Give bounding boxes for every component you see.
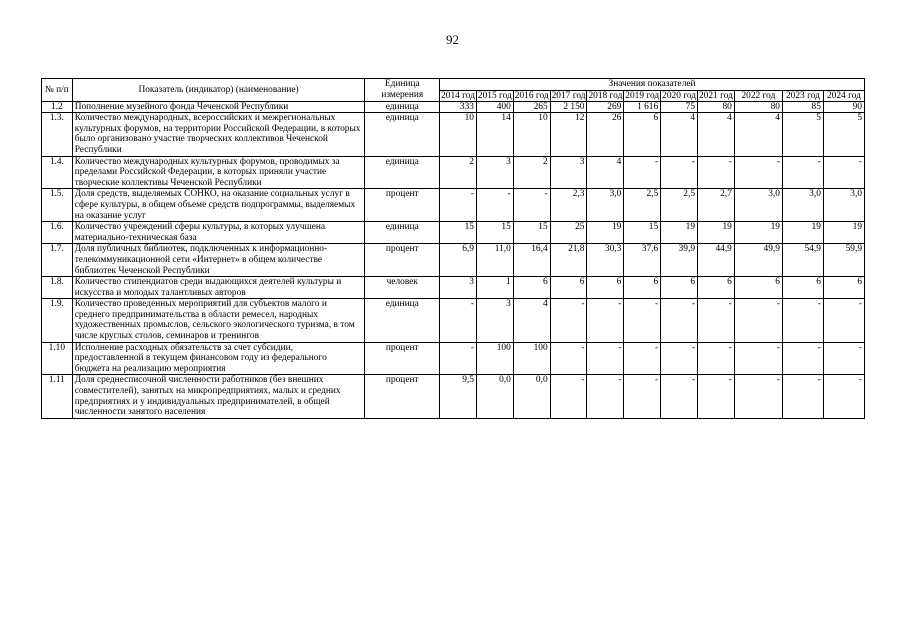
indicator-value: - (587, 299, 624, 342)
header-values-group: Значения показателей (440, 79, 865, 91)
indicator-value: 4 (513, 299, 550, 342)
indicator-value: - (661, 156, 698, 189)
indicator-value: 6 (587, 277, 624, 299)
row-number: 1.4. (42, 156, 73, 189)
indicator-value: 14 (476, 113, 513, 156)
indicator-value: 400 (476, 101, 513, 113)
indicator-value: 333 (440, 101, 477, 113)
indicator-value: 5 (823, 113, 864, 156)
indicator-value: 3 (476, 156, 513, 189)
indicator-value: - (624, 156, 661, 189)
indicator-value: - (587, 375, 624, 418)
indicator-value: - (624, 342, 661, 375)
indicator-value: - (782, 299, 823, 342)
indicator-name: Пополнение музейного фонда Чеченской Республики (72, 101, 365, 113)
header-num: № п/п (42, 79, 73, 102)
indicator-name: Количество учреждений сферы культуры, в которых улучшена материально-техническая база (72, 222, 365, 244)
indicator-value: 54,9 (782, 244, 823, 277)
unit-of-measure: процент (365, 189, 440, 222)
indicator-value: 6 (698, 277, 735, 299)
header-year: 2024 год (823, 90, 864, 101)
page-number: 92 (446, 32, 459, 47)
indicator-value: 15 (476, 222, 513, 244)
header-year: 2014 год (441, 90, 475, 101)
indicator-name: Исполнение расходных обязательств за счет субсидии, предоставленной в текущем финансовом году из федерального бюджета на реализацию мероприятия (72, 342, 365, 375)
indicator-value: 2 (513, 156, 550, 189)
indicator-value: 2 150 (550, 101, 587, 113)
indicator-value: 80 (734, 101, 782, 113)
indicator-value: - (440, 189, 477, 222)
indicator-value: 15 (440, 222, 477, 244)
indicator-value: 6 (624, 113, 661, 156)
indicator-name: Количество стипендиатов среди выдающихся деятелей культуры и искусства и молодых талантливых авторов (72, 277, 365, 299)
indicator-value: 10 (513, 113, 550, 156)
indicator-value: 2,3 (550, 189, 587, 222)
indicator-value: 25 (550, 222, 587, 244)
indicator-name: Доля средств, выделяемых СОНКО, на оказание социальных услуг в сфере культуры, в общем объеме средств подпрограммы, выделяемых на оказание услуг (72, 189, 365, 222)
indicator-value: 3 (440, 277, 477, 299)
indicator-value: - (440, 299, 477, 342)
table-body (42, 101, 865, 418)
indicator-value: 3,0 (823, 189, 864, 222)
indicator-value: 49,9 (734, 244, 782, 277)
header-year: 2023 год (782, 90, 823, 101)
indicator-value: 5 (782, 113, 823, 156)
indicator-name: Доля публичных библиотек, подключенных к информационно-телекоммуникационной сети «Интернет» в общем количестве библиотек Чеченской Республики (72, 244, 365, 277)
indicator-value: 11,0 (476, 244, 513, 277)
row-number: 1.3. (42, 113, 73, 156)
indicator-value: 269 (587, 101, 624, 113)
indicator-value: 4 (698, 113, 735, 156)
indicator-value: - (624, 299, 661, 342)
indicator-value: - (513, 189, 550, 222)
indicator-value: 2,7 (698, 189, 735, 222)
indicator-value: 4 (734, 113, 782, 156)
header-year: 2017 год (551, 90, 586, 101)
header-year: 2015 год (477, 90, 512, 101)
indicator-value: - (734, 299, 782, 342)
table-header (42, 79, 865, 102)
indicator-value: 3,0 (734, 189, 782, 222)
header-year: 2019 год (625, 90, 660, 101)
indicator-value: 6 (513, 277, 550, 299)
indicator-value: - (734, 156, 782, 189)
indicator-value: - (550, 342, 587, 375)
indicator-value: 39,9 (661, 244, 698, 277)
header-year: 2018 год (588, 90, 623, 101)
row-number: 1.7. (42, 244, 73, 277)
indicator-value: 59,9 (823, 244, 864, 277)
table-row (42, 342, 865, 375)
row-number: 1.2 (42, 101, 73, 113)
indicator-value: - (823, 342, 864, 375)
unit-of-measure: процент (365, 342, 440, 375)
indicator-value: 19 (587, 222, 624, 244)
table-row (42, 189, 865, 222)
indicator-value: 19 (782, 222, 823, 244)
unit-of-measure: единица (365, 299, 440, 342)
table-row (42, 101, 865, 113)
indicator-value: 90 (823, 101, 864, 113)
indicator-value: 19 (823, 222, 864, 244)
unit-of-measure: единица (365, 101, 440, 113)
indicator-name: Количество международных культурных форумов, проводимых за пределами Российской Федерации, в которых приняли участие творческие коллективы Чеченской Республики (72, 156, 365, 189)
indicator-value: 44,9 (698, 244, 735, 277)
indicator-name: Количество международных, всероссийских и межрегиональных культурных форумов, на территории Российской Федерации, в которых было организовано участие творческих коллективов Чеченской Республики (72, 113, 365, 156)
indicator-value: 6 (624, 277, 661, 299)
indicator-value: 1 (476, 277, 513, 299)
table-row (42, 156, 865, 189)
indicator-value: - (698, 156, 735, 189)
indicator-value: 9,5 (440, 375, 477, 418)
indicator-value: 100 (513, 342, 550, 375)
indicator-value: - (661, 299, 698, 342)
indicator-value: - (550, 299, 587, 342)
indicator-value: 15 (624, 222, 661, 244)
indicator-value: - (823, 375, 864, 418)
indicator-value: - (734, 375, 782, 418)
indicator-value: - (823, 299, 864, 342)
row-number: 1.8. (42, 277, 73, 299)
row-number: 1.11 (42, 375, 73, 418)
indicator-value: - (782, 375, 823, 418)
unit-of-measure: единица (365, 222, 440, 244)
indicator-value: - (698, 299, 735, 342)
indicator-value: 3,0 (782, 189, 823, 222)
indicator-value: - (476, 189, 513, 222)
indicators-table (41, 78, 865, 419)
table-row (42, 244, 865, 277)
unit-of-measure: процент (365, 375, 440, 418)
indicator-value: 3 (550, 156, 587, 189)
indicator-value: 6 (550, 277, 587, 299)
table-row (42, 222, 865, 244)
indicator-value: - (624, 375, 661, 418)
indicator-value: 2 (440, 156, 477, 189)
indicator-value: - (734, 342, 782, 375)
header-year: 2021 год (698, 90, 733, 101)
indicator-value: 3 (476, 299, 513, 342)
unit-of-measure: процент (365, 244, 440, 277)
table-row (42, 299, 865, 342)
indicator-value: 6 (734, 277, 782, 299)
unit-of-measure: единица (365, 156, 440, 189)
indicator-value: 100 (476, 342, 513, 375)
indicator-value: - (661, 342, 698, 375)
indicator-value: 1 616 (624, 101, 661, 113)
indicator-value: 2,5 (624, 189, 661, 222)
indicator-value: 80 (698, 101, 735, 113)
indicator-value: 26 (587, 113, 624, 156)
indicator-value: 6,9 (440, 244, 477, 277)
indicator-value: - (440, 342, 477, 375)
indicator-value: 19 (698, 222, 735, 244)
indicator-value: 0,0 (513, 375, 550, 418)
indicator-value: 21,8 (550, 244, 587, 277)
row-number: 1.10 (42, 342, 73, 375)
indicator-value: - (782, 156, 823, 189)
indicator-value: 6 (661, 277, 698, 299)
indicator-value: 4 (661, 113, 698, 156)
unit-of-measure: человек (365, 277, 440, 299)
indicator-value: 12 (550, 113, 587, 156)
indicator-value: 2,5 (661, 189, 698, 222)
indicator-value: - (782, 342, 823, 375)
row-number: 1.6. (42, 222, 73, 244)
unit-of-measure: единица (365, 113, 440, 156)
row-number: 1.9. (42, 299, 73, 342)
header-year: 2022 год (734, 90, 782, 101)
indicator-value: 19 (661, 222, 698, 244)
indicator-value: 30,3 (587, 244, 624, 277)
indicator-value: 10 (440, 113, 477, 156)
indicator-value: 3,0 (587, 189, 624, 222)
indicator-value: 6 (782, 277, 823, 299)
row-number: 1.5. (42, 189, 73, 222)
indicator-value: - (661, 375, 698, 418)
indicator-value: 6 (823, 277, 864, 299)
header-year: 2020 год (662, 90, 697, 101)
indicator-value: 265 (513, 101, 550, 113)
indicator-value: 85 (782, 101, 823, 113)
indicator-value: 37,6 (624, 244, 661, 277)
indicator-name: Доля среднесписочной численности работников (без внешних совместителей), занятых на микропредприятиях, малых и средних предприятиях и у индивидуальных предпринимателей, в общей численности занятого населения (72, 375, 365, 418)
indicator-value: 16,4 (513, 244, 550, 277)
indicator-value: 15 (513, 222, 550, 244)
indicator-name: Количество проведенных мероприятий для субъектов малого и среднего предпринимательства в области ремесел, народных художественных промыслов, сельского экологического туризма, в том числе круглых столов, семинаров и тренингов (72, 299, 365, 342)
header-indicator: Показатель (индикатор) (наименование) (72, 79, 365, 102)
indicator-value: - (698, 342, 735, 375)
table-row (42, 277, 865, 299)
indicator-value: 4 (587, 156, 624, 189)
header-year: 2016 год (514, 90, 549, 101)
table-row (42, 375, 865, 418)
indicator-value: - (698, 375, 735, 418)
indicator-value: 75 (661, 101, 698, 113)
indicator-value: - (587, 342, 624, 375)
table-row (42, 113, 865, 156)
indicator-value: - (823, 156, 864, 189)
header-unit: Единица измерения (365, 79, 440, 102)
indicator-value: 0,0 (476, 375, 513, 418)
indicator-value: 19 (734, 222, 782, 244)
indicator-value: - (550, 375, 587, 418)
